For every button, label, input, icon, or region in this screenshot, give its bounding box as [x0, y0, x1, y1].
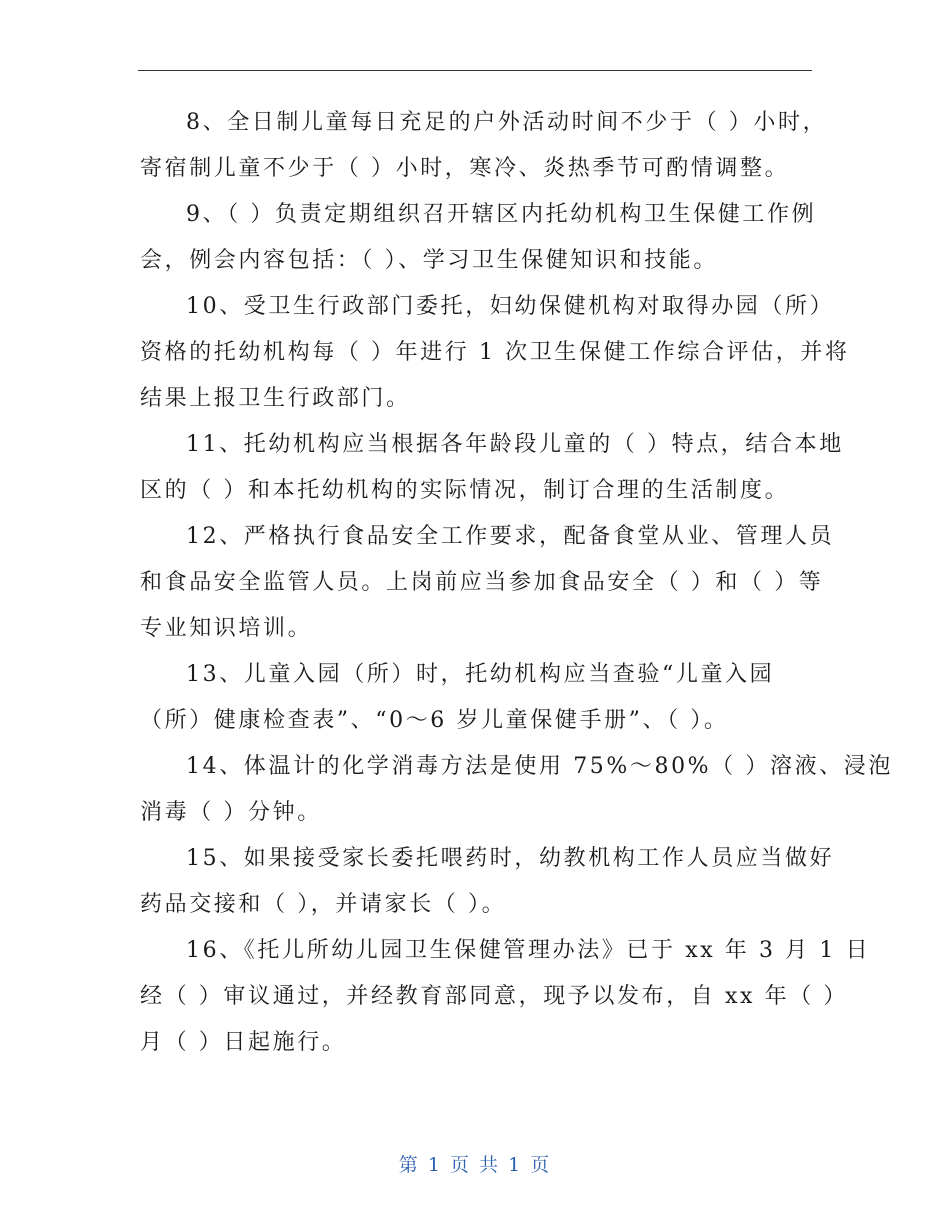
- footer-page-number: 1: [427, 1154, 442, 1176]
- question-15: [140, 836, 835, 928]
- text-line: 资格的托幼机构每（ ）年进行 1 次卫生保健工作综合评估，并将: [140, 340, 850, 365]
- footer-prefix: 第: [398, 1154, 420, 1176]
- footer-total-pages: 1: [508, 1154, 523, 1176]
- text-line: 药品交接和（ ），并请家长（ ）。: [140, 892, 507, 917]
- question-12: [140, 514, 835, 652]
- page-footer: [0, 1150, 950, 1177]
- question-10: [140, 284, 850, 422]
- text-line: 结果上报卫生行政部门。: [140, 386, 411, 411]
- text-line: 9、（ ）负责定期组织召开辖区内托幼机构卫生保健工作例: [186, 202, 817, 227]
- text-line: 13、儿童入园（所）时，托幼机构应当查验“儿童入园: [186, 662, 775, 687]
- text-line: 14、体温计的化学消毒方法是使用 75%～80%（ ）溶液、浸泡: [186, 754, 893, 779]
- text-line: 会，例会内容包括：（ ）、学习卫生保健知识和技能。: [140, 248, 718, 273]
- text-line: 寄宿制儿童不少于（ ）小时，寒冷、炎热季节可酌情调整。: [140, 156, 790, 181]
- question-16: [140, 928, 871, 1066]
- text-line: 11、托幼机构应当根据各年龄段儿童的（ ）特点，结合本地: [186, 432, 844, 457]
- question-8: [140, 100, 828, 192]
- text-line: 8、全日制儿童每日充足的户外活动时间不少于（ ）小时，: [186, 110, 828, 135]
- text-line: 15、如果接受家长委托喂药时，幼教机构工作人员应当做好: [186, 846, 835, 871]
- question-9: [140, 192, 817, 284]
- text-line: 经（ ）审议通过，并经教育部同意，现予以发布，自 xx 年（ ）: [140, 984, 848, 1009]
- question-11: [140, 422, 844, 514]
- footer-suffix: 页: [530, 1154, 552, 1176]
- text-line: 和食品安全监管人员。上岗前应当参加食品安全（ ）和（ ）等: [140, 570, 824, 595]
- document-body: [140, 100, 893, 1066]
- text-line: 16、《托儿所幼儿园卫生保健管理办法》已于 xx 年 3 月 1 日: [186, 938, 871, 963]
- question-13: [140, 652, 812, 744]
- text-line: 10、受卫生行政部门委托，妇幼保健机构对取得办园（所）: [186, 294, 835, 319]
- footer-middle: 页 共: [449, 1154, 501, 1176]
- text-line: 月（ ）日起施行。: [140, 1030, 347, 1055]
- text-line: 专业知识培训。: [140, 616, 313, 641]
- text-line: 12、严格执行食品安全工作要求，配备食堂从业、管理人员: [186, 524, 835, 549]
- question-14: [140, 744, 893, 836]
- header-rule: [138, 70, 812, 71]
- text-line: （所）健康检查表”、“0～6 岁儿童保健手册”、（ ）。: [140, 708, 729, 733]
- text-line: 区的（ ）和本托幼机构的实际情况，制订合理的生活制度。: [140, 478, 790, 503]
- text-line: 消毒（ ）分钟。: [140, 800, 322, 825]
